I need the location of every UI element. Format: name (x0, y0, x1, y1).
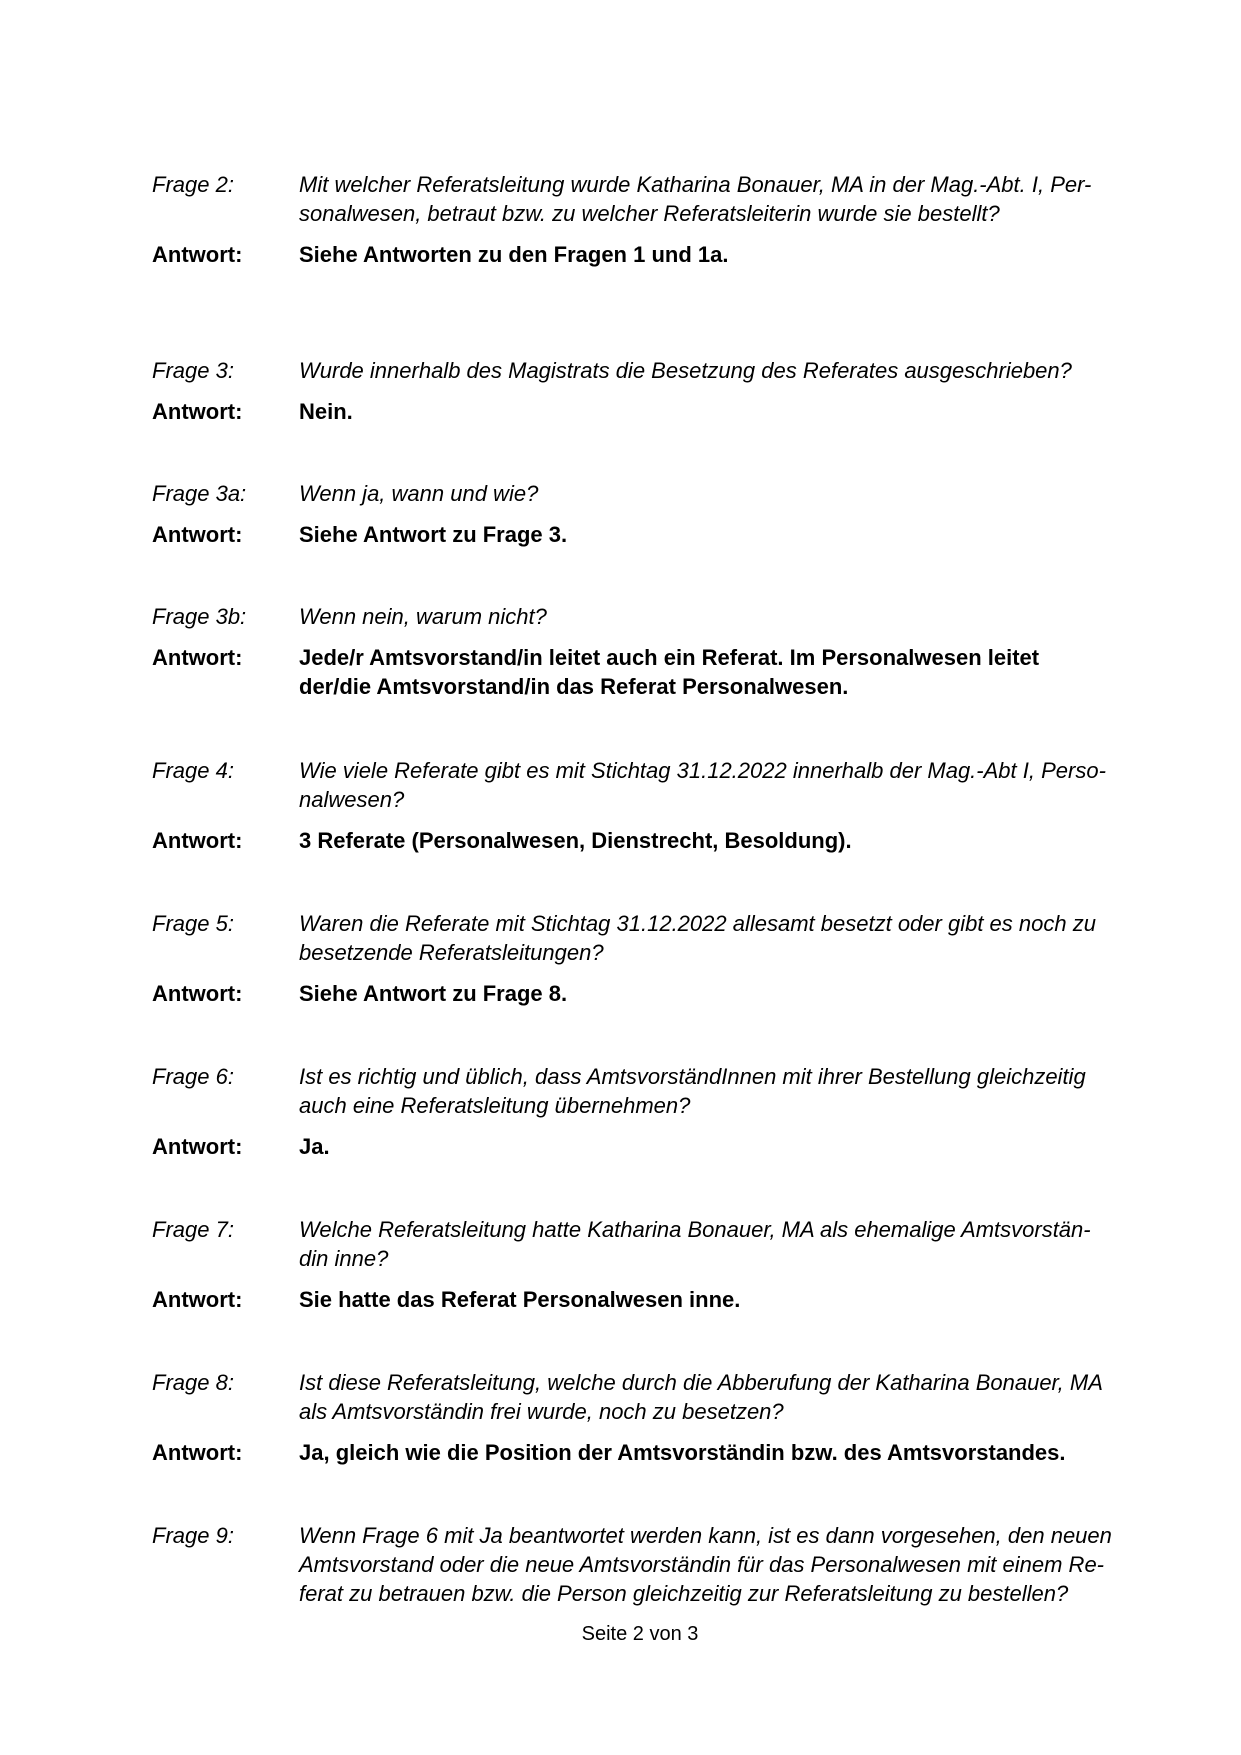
question-row (152, 1368, 1132, 1426)
answer-text (299, 1438, 1132, 1467)
question-line: Wurde innerhalb des Magistrats die Besetzung des Referates ausgeschrieben? (299, 358, 1072, 383)
answer-label: Antwort: (152, 1440, 243, 1465)
qa-block-frage-3b (152, 602, 1132, 701)
qa-block-frage-7 (152, 1215, 1132, 1314)
question-text (299, 1521, 1132, 1608)
answer-label: Antwort: (152, 522, 243, 547)
answer-text (299, 1285, 1132, 1314)
question-line: nalwesen? (299, 787, 405, 812)
page-number-footer: Seite 2 von 3 (581, 1623, 699, 1645)
qa-block-frage-3 (152, 356, 1132, 426)
answer-line: Sie hatte das Referat Personalwesen inne. (299, 1287, 741, 1312)
answer-line: Ja. (299, 1134, 330, 1159)
question-line: ferat zu betrauen bzw. die Person gleichzeitig zur Referatsleitung zu bestellen? (299, 1581, 1069, 1606)
answer-line: Siehe Antwort zu Frage 8. (299, 981, 568, 1006)
answer-row (152, 520, 1132, 549)
question-label: Frage 4: (152, 758, 234, 783)
question-line: Wie viele Referate gibt es mit Stichtag 31.12.2022 innerhalb der Mag.-Abt I, Perso- (299, 758, 1106, 783)
answer-label: Antwort: (152, 242, 243, 267)
question-line: besetzende Referatsleitungen? (299, 940, 604, 965)
question-label: Frage 6: (152, 1064, 234, 1089)
question-text (299, 909, 1132, 967)
answer-label: Antwort: (152, 1287, 243, 1312)
question-text (299, 1215, 1132, 1273)
question-label: Frage 8: (152, 1370, 234, 1395)
question-row (152, 1521, 1132, 1608)
question-line: Wenn ja, wann und wie? (299, 481, 539, 506)
question-line: din inne? (299, 1246, 389, 1271)
question-row (152, 909, 1132, 967)
question-text (299, 1062, 1132, 1120)
answer-text (299, 1132, 1132, 1161)
question-label: Frage 7: (152, 1217, 234, 1242)
question-label: Frage 3a: (152, 481, 247, 506)
question-line: Ist diese Referatsleitung, welche durch die Abberufung der Katharina Bonauer, MA (299, 1370, 1103, 1395)
answer-label: Antwort: (152, 1134, 243, 1159)
question-text (299, 170, 1132, 228)
answer-row (152, 979, 1132, 1008)
question-line: Wenn nein, warum nicht? (299, 604, 547, 629)
answer-label: Antwort: (152, 645, 243, 670)
answer-row (152, 826, 1132, 855)
answer-line: der/die Amtsvorstand/in das Referat Personalwesen. (299, 674, 849, 699)
question-row (152, 602, 1132, 631)
answer-line: Siehe Antwort zu Frage 3. (299, 522, 568, 547)
question-line: sonalwesen, betraut bzw. zu welcher Referatsleiterin wurde sie bestellt? (299, 201, 1000, 226)
answer-line: Nein. (299, 399, 353, 424)
question-label: Frage 2: (152, 172, 234, 197)
question-text (299, 756, 1132, 814)
question-text (299, 356, 1132, 385)
question-text (299, 602, 1132, 631)
question-line: Wenn Frage 6 mit Ja beantwortet werden kann, ist es dann vorgesehen, den neuen (299, 1523, 1112, 1548)
answer-label: Antwort: (152, 828, 243, 853)
question-line: Amtsvorstand oder die neue Amtsvorständin für das Personalwesen mit einem Re- (299, 1552, 1105, 1577)
answer-text (299, 520, 1132, 549)
question-line: Ist es richtig und üblich, dass AmtsvorständInnen mit ihrer Bestellung gleichzeitig (299, 1064, 1086, 1089)
question-row (152, 756, 1132, 814)
question-line: Waren die Referate mit Stichtag 31.12.2022 allesamt besetzt oder gibt es noch zu (299, 911, 1096, 936)
qa-block-frage-5 (152, 909, 1132, 1008)
answer-text (299, 397, 1132, 426)
question-line: Welche Referatsleitung hatte Katharina Bonauer, MA als ehemalige Amtsvorstän- (299, 1217, 1091, 1242)
question-row (152, 1062, 1132, 1120)
answer-line: Ja, gleich wie die Position der Amtsvorständin bzw. des Amtsvorstandes. (299, 1440, 1066, 1465)
qa-block-frage-2 (152, 170, 1132, 269)
question-label: Frage 9: (152, 1523, 234, 1548)
answer-row (152, 1438, 1132, 1467)
answer-text (299, 240, 1132, 269)
answer-label: Antwort: (152, 399, 243, 424)
question-text (299, 479, 1132, 508)
answer-label: Antwort: (152, 981, 243, 1006)
question-row (152, 479, 1132, 508)
answer-line: Jede/r Amtsvorstand/in leitet auch ein Referat. Im Personalwesen leitet (299, 645, 1040, 670)
question-row (152, 170, 1132, 228)
question-text (299, 1368, 1132, 1426)
qa-block-frage-9 (152, 1521, 1132, 1608)
question-label: Frage 5: (152, 911, 234, 936)
answer-text (299, 643, 1132, 701)
qa-block-frage-3a (152, 479, 1132, 549)
question-label: Frage 3b: (152, 604, 247, 629)
answer-row (152, 1285, 1132, 1314)
question-row (152, 1215, 1132, 1273)
question-row (152, 356, 1132, 385)
question-line: Mit welcher Referatsleitung wurde Katharina Bonauer, MA in der Mag.-Abt. I, Per- (299, 172, 1092, 197)
answer-line: Siehe Antworten zu den Fragen 1 und 1a. (299, 242, 729, 267)
answer-row (152, 240, 1132, 269)
qa-block-frage-6 (152, 1062, 1132, 1161)
answer-text (299, 979, 1132, 1008)
qa-block-frage-8 (152, 1368, 1132, 1467)
answer-row (152, 397, 1132, 426)
question-label: Frage 3: (152, 358, 234, 383)
qa-block-frage-4 (152, 756, 1132, 855)
answer-row (152, 643, 1132, 701)
answer-line: 3 Referate (Personalwesen, Dienstrecht, Besoldung). (299, 828, 852, 853)
answer-text (299, 826, 1132, 855)
answer-row (152, 1132, 1132, 1161)
question-line: als Amtsvorständin frei wurde, noch zu besetzen? (299, 1399, 784, 1424)
question-line: auch eine Referatsleitung übernehmen? (299, 1093, 691, 1118)
